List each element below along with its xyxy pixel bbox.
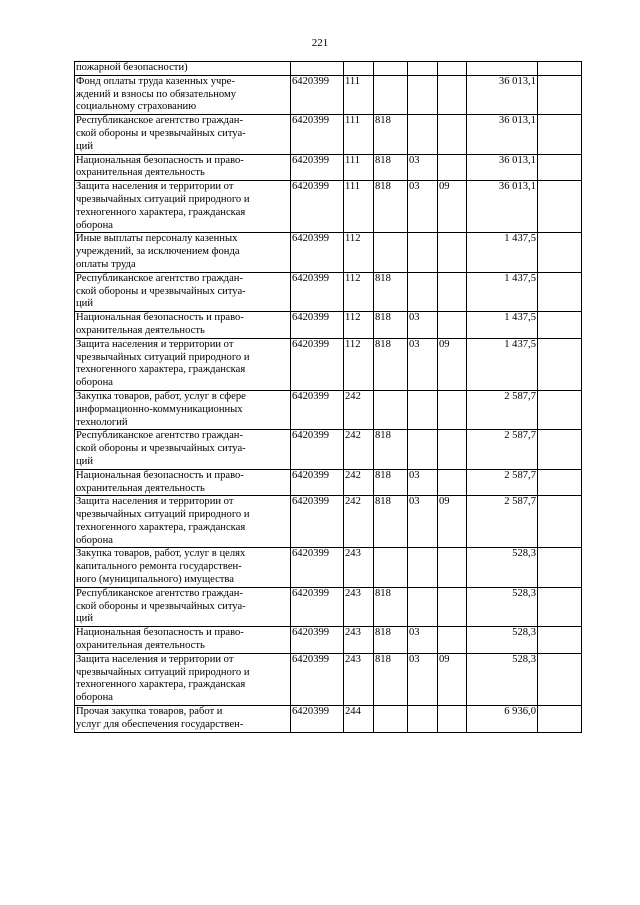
- row-target-article-cell: 6420399: [291, 706, 344, 733]
- table-row: [75, 154, 582, 181]
- row-amount-cell: 36 013,1: [467, 115, 538, 154]
- table-row: [75, 75, 582, 114]
- table-row: [75, 653, 582, 705]
- table-row: [75, 272, 582, 311]
- table-row: [75, 62, 582, 76]
- row-name-cell: Национальная безопасность и право- охранительная деятельность: [75, 627, 291, 654]
- row-section-cell: 03: [408, 338, 438, 390]
- row-name-cell: Иные выплаты персоналу казенных учреждений, за исключением фонда оплаты труда: [75, 233, 291, 272]
- row-department-cell: 818: [374, 312, 408, 339]
- row-expense-type-cell: 244: [344, 706, 374, 733]
- row-amount-cell: 2 587,7: [467, 496, 538, 548]
- row-expense-type-cell: 111: [344, 154, 374, 181]
- row-target-article-cell: 6420399: [291, 312, 344, 339]
- row-name-cell: Республиканское агентство граждан- ской обороны и чрезвычайных ситуа- ций: [75, 272, 291, 311]
- row-department-cell: [374, 390, 408, 429]
- table-row: [75, 496, 582, 548]
- budget-table-body: [75, 62, 582, 733]
- row-extra-cell: [538, 430, 582, 469]
- row-amount-cell: 36 013,1: [467, 154, 538, 181]
- row-subsection-cell: [438, 272, 467, 311]
- row-department-cell: [374, 62, 408, 76]
- row-subsection-cell: [438, 587, 467, 626]
- row-amount-cell: [467, 62, 538, 76]
- row-target-article-cell: [291, 62, 344, 76]
- row-subsection-cell: 09: [438, 653, 467, 705]
- row-amount-cell: 528,3: [467, 653, 538, 705]
- table-row: [75, 469, 582, 496]
- row-extra-cell: [538, 272, 582, 311]
- row-expense-type-cell: 243: [344, 548, 374, 587]
- row-extra-cell: [538, 496, 582, 548]
- table-row: [75, 181, 582, 233]
- row-target-article-cell: 6420399: [291, 272, 344, 311]
- row-amount-cell: 1 437,5: [467, 338, 538, 390]
- row-expense-type-cell: 111: [344, 181, 374, 233]
- row-section-cell: 03: [408, 496, 438, 548]
- row-department-cell: 818: [374, 154, 408, 181]
- row-expense-type-cell: 242: [344, 469, 374, 496]
- row-name-cell: Защита населения и территории от чрезвычайных ситуаций природного и техногенного характера, гражданская оборона: [75, 181, 291, 233]
- row-expense-type-cell: 242: [344, 390, 374, 429]
- row-amount-cell: 6 936,0: [467, 706, 538, 733]
- row-amount-cell: 1 437,5: [467, 233, 538, 272]
- row-expense-type-cell: 242: [344, 430, 374, 469]
- row-name-cell: Республиканское агентство граждан- ской обороны и чрезвычайных ситуа- ций: [75, 587, 291, 626]
- row-section-cell: 03: [408, 181, 438, 233]
- row-expense-type-cell: 111: [344, 115, 374, 154]
- row-target-article-cell: 6420399: [291, 75, 344, 114]
- row-section-cell: 03: [408, 627, 438, 654]
- table-row: [75, 627, 582, 654]
- row-extra-cell: [538, 154, 582, 181]
- row-subsection-cell: [438, 154, 467, 181]
- row-amount-cell: 36 013,1: [467, 181, 538, 233]
- row-target-article-cell: 6420399: [291, 627, 344, 654]
- row-extra-cell: [538, 181, 582, 233]
- row-section-cell: [408, 390, 438, 429]
- row-section-cell: 03: [408, 312, 438, 339]
- row-expense-type-cell: 242: [344, 496, 374, 548]
- row-section-cell: [408, 62, 438, 76]
- row-target-article-cell: 6420399: [291, 115, 344, 154]
- row-name-cell: Закупка товаров, работ, услуг в целях капитального ремонта государствен- ного (муниципального) имущества: [75, 548, 291, 587]
- row-name-cell: Фонд оплаты труда казенных учре- ждений и взносы по обязательному социальному страхованию: [75, 75, 291, 114]
- row-expense-type-cell: 243: [344, 587, 374, 626]
- row-expense-type-cell: 112: [344, 233, 374, 272]
- row-expense-type-cell: 112: [344, 312, 374, 339]
- row-expense-type-cell: 243: [344, 653, 374, 705]
- row-department-cell: 818: [374, 181, 408, 233]
- row-extra-cell: [538, 338, 582, 390]
- row-department-cell: [374, 548, 408, 587]
- row-section-cell: [408, 587, 438, 626]
- row-section-cell: [408, 548, 438, 587]
- row-amount-cell: 528,3: [467, 548, 538, 587]
- page-number: 221: [311, 37, 329, 49]
- row-name-cell: Защита населения и территории от чрезвычайных ситуаций природного и техногенного характера, гражданская оборона: [75, 653, 291, 705]
- row-amount-cell: 1 437,5: [467, 312, 538, 339]
- row-section-cell: 03: [408, 154, 438, 181]
- row-section-cell: [408, 430, 438, 469]
- row-name-cell: Защита населения и территории от чрезвычайных ситуаций природного и техногенного характера, гражданская оборона: [75, 496, 291, 548]
- table-row: [75, 587, 582, 626]
- row-subsection-cell: [438, 75, 467, 114]
- row-amount-cell: 2 587,7: [467, 430, 538, 469]
- row-extra-cell: [538, 62, 582, 76]
- row-department-cell: 818: [374, 115, 408, 154]
- row-amount-cell: 2 587,7: [467, 469, 538, 496]
- row-expense-type-cell: [344, 62, 374, 76]
- row-name-cell: Республиканское агентство граждан- ской обороны и чрезвычайных ситуа- ций: [75, 430, 291, 469]
- row-department-cell: 818: [374, 496, 408, 548]
- row-subsection-cell: 09: [438, 338, 467, 390]
- row-amount-cell: 1 437,5: [467, 272, 538, 311]
- row-subsection-cell: [438, 115, 467, 154]
- row-target-article-cell: 6420399: [291, 653, 344, 705]
- row-target-article-cell: 6420399: [291, 181, 344, 233]
- row-target-article-cell: 6420399: [291, 430, 344, 469]
- table-row: [75, 548, 582, 587]
- table-row: [75, 390, 582, 429]
- table-row: [75, 115, 582, 154]
- row-extra-cell: [538, 75, 582, 114]
- row-section-cell: [408, 233, 438, 272]
- row-amount-cell: 528,3: [467, 627, 538, 654]
- row-extra-cell: [538, 587, 582, 626]
- row-name-cell: Республиканское агентство граждан- ской обороны и чрезвычайных ситуа- ций: [75, 115, 291, 154]
- row-name-cell: Национальная безопасность и право- охранительная деятельность: [75, 154, 291, 181]
- table-row: [75, 312, 582, 339]
- row-section-cell: [408, 272, 438, 311]
- row-target-article-cell: 6420399: [291, 233, 344, 272]
- row-department-cell: [374, 706, 408, 733]
- row-expense-type-cell: 112: [344, 272, 374, 311]
- row-department-cell: 818: [374, 338, 408, 390]
- row-department-cell: 818: [374, 627, 408, 654]
- row-subsection-cell: [438, 390, 467, 429]
- table-row: [75, 233, 582, 272]
- row-name-cell: Защита населения и территории от чрезвычайных ситуаций природного и техногенного характера, гражданская оборона: [75, 338, 291, 390]
- row-subsection-cell: [438, 548, 467, 587]
- row-target-article-cell: 6420399: [291, 338, 344, 390]
- row-subsection-cell: 09: [438, 496, 467, 548]
- row-section-cell: [408, 706, 438, 733]
- row-extra-cell: [538, 233, 582, 272]
- row-name-cell: Прочая закупка товаров, работ и услуг для обеспечения государствен-: [75, 706, 291, 733]
- row-extra-cell: [538, 653, 582, 705]
- row-department-cell: [374, 75, 408, 114]
- row-extra-cell: [538, 548, 582, 587]
- row-name-cell: Национальная безопасность и право- охранительная деятельность: [75, 312, 291, 339]
- row-subsection-cell: [438, 706, 467, 733]
- row-subsection-cell: [438, 233, 467, 272]
- table-row: [75, 430, 582, 469]
- row-section-cell: 03: [408, 653, 438, 705]
- row-expense-type-cell: 112: [344, 338, 374, 390]
- row-subsection-cell: [438, 62, 467, 76]
- row-extra-cell: [538, 706, 582, 733]
- table-row: [75, 338, 582, 390]
- row-target-article-cell: 6420399: [291, 548, 344, 587]
- table-row: [75, 706, 582, 733]
- row-subsection-cell: [438, 627, 467, 654]
- row-name-cell: пожарной безопасности): [75, 62, 291, 76]
- row-expense-type-cell: 243: [344, 627, 374, 654]
- row-department-cell: 818: [374, 469, 408, 496]
- row-extra-cell: [538, 115, 582, 154]
- row-section-cell: 03: [408, 469, 438, 496]
- row-name-cell: Закупка товаров, работ, услуг в сфере информационно-коммуникационных технологий: [75, 390, 291, 429]
- row-amount-cell: 528,3: [467, 587, 538, 626]
- budget-table: [74, 61, 582, 733]
- row-extra-cell: [538, 469, 582, 496]
- row-department-cell: [374, 233, 408, 272]
- row-target-article-cell: 6420399: [291, 390, 344, 429]
- row-amount-cell: 2 587,7: [467, 390, 538, 429]
- row-target-article-cell: 6420399: [291, 496, 344, 548]
- row-subsection-cell: 09: [438, 181, 467, 233]
- row-subsection-cell: [438, 312, 467, 339]
- row-name-cell: Национальная безопасность и право- охранительная деятельность: [75, 469, 291, 496]
- row-section-cell: [408, 75, 438, 114]
- row-target-article-cell: 6420399: [291, 587, 344, 626]
- row-target-article-cell: 6420399: [291, 154, 344, 181]
- row-department-cell: 818: [374, 587, 408, 626]
- row-section-cell: [408, 115, 438, 154]
- row-subsection-cell: [438, 469, 467, 496]
- row-department-cell: 818: [374, 272, 408, 311]
- row-department-cell: 818: [374, 653, 408, 705]
- row-department-cell: 818: [374, 430, 408, 469]
- row-extra-cell: [538, 627, 582, 654]
- row-amount-cell: 36 013,1: [467, 75, 538, 114]
- row-extra-cell: [538, 390, 582, 429]
- row-subsection-cell: [438, 430, 467, 469]
- row-target-article-cell: 6420399: [291, 469, 344, 496]
- row-expense-type-cell: 111: [344, 75, 374, 114]
- row-extra-cell: [538, 312, 582, 339]
